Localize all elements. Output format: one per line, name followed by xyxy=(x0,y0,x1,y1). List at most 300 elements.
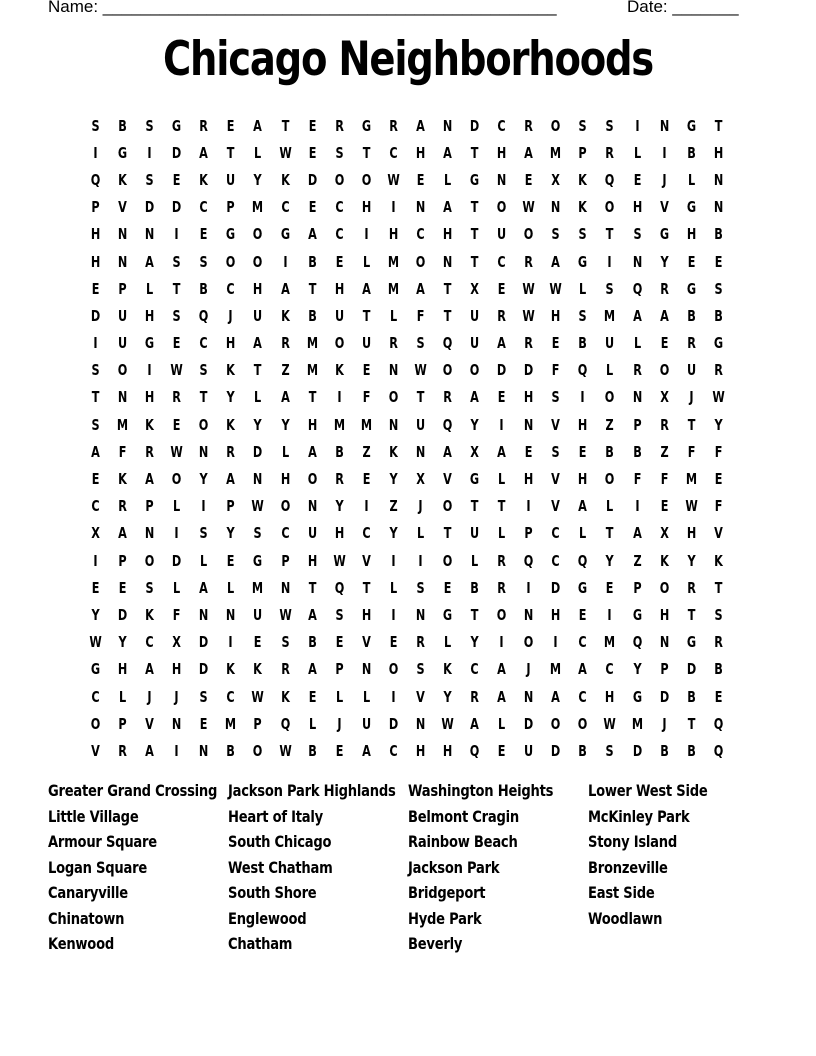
grid-letter: C xyxy=(199,198,208,217)
grid-letter: G xyxy=(686,116,696,135)
grid-letter: C xyxy=(578,687,588,706)
grid-letter: I xyxy=(228,633,234,652)
grid-letter: S xyxy=(199,687,208,706)
grid-letter: Q xyxy=(90,170,101,189)
grid-letter: R xyxy=(389,116,398,135)
grid-letter: I xyxy=(391,605,396,624)
grid-letter: T xyxy=(362,143,371,162)
grid-letter: K xyxy=(280,170,290,189)
grid-row xyxy=(82,520,732,547)
grid-letter: U xyxy=(361,714,371,733)
grid-letter: J xyxy=(662,714,667,733)
grid-letter: H xyxy=(117,660,128,679)
grid-letter: U xyxy=(470,524,480,543)
grid-letter: N xyxy=(226,605,236,624)
grid-letter: A xyxy=(443,442,452,461)
grid-letter: L xyxy=(281,442,289,461)
word-item: Bridgeport xyxy=(408,883,486,902)
grid-letter: Y xyxy=(633,660,642,679)
grid-letter: L xyxy=(606,361,614,380)
grid-row xyxy=(82,166,732,193)
grid-letter: F xyxy=(172,605,181,624)
grid-letter: J xyxy=(418,497,423,516)
grid-letter: G xyxy=(578,252,588,271)
grid-letter: S xyxy=(551,225,560,244)
grid-letter: M xyxy=(550,660,562,679)
grid-row xyxy=(82,601,732,628)
grid-letter: H xyxy=(334,279,344,298)
name-label: Name: ________________________________________________ xyxy=(48,0,557,16)
grid-letter: S xyxy=(91,361,100,380)
grid-letter: L xyxy=(335,687,343,706)
grid-letter: I xyxy=(499,633,504,652)
grid-letter: E xyxy=(714,687,723,706)
grid-letter: S xyxy=(578,116,587,135)
grid-letter: O xyxy=(253,741,263,760)
grid-letter: T xyxy=(91,388,100,407)
grid-letter: I xyxy=(174,225,179,244)
grid-letter: F xyxy=(714,497,723,516)
grid-letter: O xyxy=(524,225,534,244)
grid-letter: O xyxy=(659,361,669,380)
grid-letter: A xyxy=(307,225,317,244)
grid-letter: W xyxy=(712,388,725,407)
grid-letter: C xyxy=(226,279,236,298)
grid-letter: C xyxy=(199,334,208,353)
grid-letter: K xyxy=(145,605,155,624)
grid-letter: W xyxy=(549,279,563,298)
grid-letter: I xyxy=(553,633,558,652)
grid-letter: A xyxy=(361,279,371,298)
grid-letter: G xyxy=(280,225,290,244)
grid-letter: A xyxy=(361,741,371,760)
grid-letter: G xyxy=(686,279,696,298)
grid-letter: Y xyxy=(91,605,100,624)
grid-letter: K xyxy=(199,170,209,189)
grid-letter: K xyxy=(578,198,588,217)
grid-letter: A xyxy=(307,442,317,461)
grid-letter: B xyxy=(714,660,723,679)
grid-letter: N xyxy=(551,198,561,217)
grid-letter: N xyxy=(524,415,534,434)
grid-letter: G xyxy=(632,605,642,624)
grid-letter: Q xyxy=(334,578,345,597)
grid-letter: Y xyxy=(281,415,290,434)
word-column xyxy=(408,778,588,957)
grid-letter: N xyxy=(415,198,426,217)
grid-letter: I xyxy=(607,605,613,624)
word-item: South Shore xyxy=(228,883,317,902)
grid-letter: W xyxy=(685,497,698,516)
grid-letter: K xyxy=(145,415,155,434)
grid-letter: T xyxy=(443,279,452,298)
grid-letter: H xyxy=(226,334,236,353)
grid-letter: R xyxy=(713,361,723,380)
grid-letter: L xyxy=(498,470,506,489)
grid-letter: W xyxy=(603,714,617,733)
word-item: West Chatham xyxy=(228,857,333,877)
grid-letter: G xyxy=(686,633,696,652)
grid-letter: R xyxy=(605,143,615,162)
grid-letter: O xyxy=(442,497,453,516)
grid-letter: S xyxy=(605,116,615,135)
grid-letter: N xyxy=(117,225,128,244)
word-list xyxy=(48,778,788,957)
grid-letter: Q xyxy=(524,551,534,570)
word-item: Woodlawn xyxy=(588,908,663,928)
grid-letter: O xyxy=(578,714,588,733)
grid-letter: A xyxy=(416,116,425,135)
grid-letter: W xyxy=(89,633,102,652)
grid-letter: I xyxy=(93,143,98,162)
grid-letter: O xyxy=(605,470,615,489)
grid-letter: G xyxy=(90,660,101,679)
grid-letter: L xyxy=(119,687,127,706)
grid-letter: O xyxy=(307,470,317,489)
grid-letter: V xyxy=(361,551,371,570)
grid-letter: T xyxy=(443,524,452,543)
grid-letter: K xyxy=(659,551,669,570)
grid-letter: H xyxy=(713,143,724,162)
word-column xyxy=(228,778,408,957)
grid-letter: W xyxy=(278,605,292,624)
grid-letter: B xyxy=(632,442,642,461)
grid-letter: X xyxy=(470,442,479,461)
grid-letter: G xyxy=(632,687,642,706)
grid-letter: Y xyxy=(226,524,236,543)
grid-letter: E xyxy=(118,578,127,597)
grid-letter: H xyxy=(90,225,101,244)
grid-letter: R xyxy=(118,497,127,516)
word-column xyxy=(48,778,228,957)
grid-letter: U xyxy=(226,170,236,189)
grid-letter: B xyxy=(578,741,588,760)
grid-letter: A xyxy=(578,660,588,679)
grid-letter: Y xyxy=(470,633,479,652)
grid-letter: A xyxy=(497,687,507,706)
grid-letter: X xyxy=(659,388,669,407)
grid-row xyxy=(82,221,732,248)
grid-letter: G xyxy=(442,605,453,624)
grid-letter: A xyxy=(253,334,263,353)
grid-letter: L xyxy=(443,170,452,189)
word-item: Canaryville xyxy=(48,883,128,902)
grid-letter: T xyxy=(687,605,696,624)
grid-letter: E xyxy=(91,470,100,489)
grid-letter: H xyxy=(361,605,372,624)
grid-letter: R xyxy=(389,334,398,353)
word-item: Lower West Side xyxy=(588,781,708,800)
grid-letter: O xyxy=(253,252,263,271)
grid-letter: A xyxy=(199,143,209,162)
grid-letter: E xyxy=(362,470,371,489)
grid-letter: E xyxy=(227,551,235,570)
grid-letter: R xyxy=(145,442,155,461)
grid-letter: L xyxy=(579,279,587,298)
grid-letter: Q xyxy=(605,170,615,189)
grid-letter: O xyxy=(144,551,155,570)
grid-letter: C xyxy=(416,225,425,244)
grid-letter: E xyxy=(227,116,235,135)
grid-letter: I xyxy=(174,741,179,760)
grid-letter: D xyxy=(469,116,480,135)
grid-letter: O xyxy=(253,225,263,244)
grid-letter: C xyxy=(226,687,236,706)
grid-letter: O xyxy=(659,578,669,597)
grid-letter: K xyxy=(226,361,236,380)
grid-row xyxy=(82,683,732,710)
grid-letter: S xyxy=(335,605,344,624)
grid-letter: D xyxy=(145,198,155,217)
grid-letter: S xyxy=(172,306,181,325)
grid-letter: B xyxy=(470,578,479,597)
word-item: Chatham xyxy=(228,934,293,953)
grid-letter: W xyxy=(251,497,265,516)
grid-letter: A xyxy=(470,388,479,407)
grid-letter: Q xyxy=(713,741,724,760)
grid-letter: P xyxy=(524,524,533,543)
grid-letter: K xyxy=(226,660,236,679)
grid-letter: M xyxy=(306,361,318,380)
grid-letter: G xyxy=(172,116,182,135)
grid-letter: A xyxy=(91,442,100,461)
grid-letter: B xyxy=(199,279,209,298)
grid-letter: N xyxy=(713,170,724,189)
grid-letter: R xyxy=(713,633,723,652)
word-item: Bronzeville xyxy=(588,857,668,877)
grid-letter: L xyxy=(416,524,425,543)
grid-letter: U xyxy=(470,306,480,325)
grid-letter: H xyxy=(496,143,507,162)
grid-letter: A xyxy=(497,334,507,353)
grid-letter: B xyxy=(578,334,588,353)
grid-letter: R xyxy=(334,116,344,135)
grid-letter: H xyxy=(578,470,588,489)
grid-letter: I xyxy=(337,388,342,407)
grid-letter: L xyxy=(173,578,181,597)
grid-letter: D xyxy=(686,660,696,679)
grid-letter: P xyxy=(280,551,290,570)
grid-letter: I xyxy=(391,198,396,217)
grid-letter: M xyxy=(252,578,264,597)
grid-letter: O xyxy=(551,714,561,733)
grid-letter: R xyxy=(470,687,479,706)
grid-letter: W xyxy=(522,279,535,298)
grid-letter: P xyxy=(253,714,263,733)
grid-letter: R xyxy=(199,116,209,135)
grid-row xyxy=(82,438,732,465)
grid-letter: V xyxy=(91,741,100,760)
grid-letter: T xyxy=(308,279,317,298)
grid-letter: R xyxy=(497,578,507,597)
grid-letter: X xyxy=(551,170,561,189)
grid-letter: J xyxy=(228,306,234,325)
grid-letter: A xyxy=(470,714,479,733)
grid-letter: E xyxy=(200,714,208,733)
grid-letter: T xyxy=(470,497,479,516)
grid-letter: H xyxy=(253,279,263,298)
grid-letter: V xyxy=(659,198,669,217)
grid-letter: F xyxy=(118,442,127,461)
grid-letter: Q xyxy=(632,279,642,298)
grid-letter: T xyxy=(362,306,371,325)
grid-letter: B xyxy=(334,442,344,461)
grid-letter: T xyxy=(470,605,479,624)
grid-letter: U xyxy=(118,334,128,353)
grid-letter: W xyxy=(170,361,183,380)
grid-letter: O xyxy=(117,361,128,380)
grid-letter: P xyxy=(118,279,127,298)
grid-letter: U xyxy=(307,524,317,543)
grid-letter: A xyxy=(551,687,561,706)
grid-letter: O xyxy=(199,415,209,434)
grid-letter: O xyxy=(90,714,101,733)
grid-letter: B xyxy=(686,306,696,325)
grid-letter: R xyxy=(524,334,534,353)
grid-letter: Y xyxy=(443,687,452,706)
grid-letter: K xyxy=(389,442,398,461)
grid-letter: R xyxy=(659,415,669,434)
grid-letter: Z xyxy=(633,551,642,570)
grid-letter: C xyxy=(91,497,100,516)
grid-letter: V xyxy=(551,497,561,516)
grid-letter: A xyxy=(226,470,236,489)
word-item: Stony Island xyxy=(588,832,678,851)
grid-letter: G xyxy=(578,578,588,597)
grid-letter: E xyxy=(200,225,208,244)
grid-letter: I xyxy=(418,551,423,570)
grid-letter: I xyxy=(364,497,369,516)
grid-letter: C xyxy=(551,551,560,570)
grid-letter: B xyxy=(307,252,317,271)
grid-letter: Y xyxy=(605,551,615,570)
grid-letter: U xyxy=(470,334,480,353)
grid-letter: P xyxy=(632,578,642,597)
grid-letter: U xyxy=(253,306,263,325)
grid-letter: T xyxy=(687,415,696,434)
grid-letter: N xyxy=(307,497,317,516)
grid-letter: C xyxy=(362,524,371,543)
grid-letter: N xyxy=(524,605,534,624)
grid-letter: S xyxy=(605,279,615,298)
grid-letter: A xyxy=(416,279,425,298)
grid-letter: E xyxy=(308,116,317,135)
grid-row xyxy=(82,194,732,221)
grid-letter: S xyxy=(253,524,263,543)
grid-letter: O xyxy=(442,551,453,570)
grid-letter: V xyxy=(416,687,425,706)
grid-letter: O xyxy=(496,605,507,624)
grid-letter: B xyxy=(307,633,317,652)
grid-letter: Z xyxy=(281,361,290,380)
grid-letter: C xyxy=(335,198,344,217)
grid-letter: D xyxy=(199,633,209,652)
grid-letter: G xyxy=(659,225,669,244)
grid-letter: Y xyxy=(389,524,398,543)
grid-letter: J xyxy=(337,714,342,733)
grid-row xyxy=(82,275,732,302)
grid-letter: Y xyxy=(470,415,479,434)
grid-letter: E xyxy=(335,633,344,652)
grid-letter: M xyxy=(604,633,616,652)
grid-letter: L xyxy=(254,388,262,407)
grid-letter: A xyxy=(659,306,669,325)
grid-letter: P xyxy=(145,497,154,516)
grid-letter: D xyxy=(117,605,128,624)
grid-letter: Z xyxy=(389,497,398,516)
grid-letter: N xyxy=(713,198,724,217)
grid-letter: T xyxy=(308,388,317,407)
grid-letter: L xyxy=(498,714,506,733)
grid-letter: R xyxy=(497,551,507,570)
grid-letter: O xyxy=(442,361,453,380)
grid-letter: N xyxy=(442,252,453,271)
grid-letter: E xyxy=(606,578,614,597)
grid-letter: E xyxy=(335,252,344,271)
grid-letter: E xyxy=(443,578,452,597)
grid-letter: H xyxy=(307,551,317,570)
grid-letter: L xyxy=(362,687,370,706)
grid-letter: S xyxy=(199,524,208,543)
grid-letter: C xyxy=(497,252,506,271)
grid-letter: S xyxy=(633,225,642,244)
grid-letter: E xyxy=(91,279,100,298)
grid-letter: U xyxy=(524,741,534,760)
grid-letter: O xyxy=(415,252,426,271)
grid-letter: N xyxy=(172,714,182,733)
grid-letter: S xyxy=(714,605,723,624)
grid-letter: M xyxy=(360,415,372,434)
grid-letter: W xyxy=(251,687,265,706)
grid-letter: R xyxy=(118,741,127,760)
grid-letter: R xyxy=(280,660,290,679)
grid-letter: M xyxy=(225,714,237,733)
grid-letter: B xyxy=(226,741,236,760)
grid-letter: O xyxy=(551,116,561,135)
grid-letter: E xyxy=(660,497,669,516)
grid-letter: Y xyxy=(714,415,723,434)
grid-letter: D xyxy=(659,687,669,706)
grid-letter: A xyxy=(551,252,561,271)
grid-letter: A xyxy=(497,442,507,461)
grid-letter: N xyxy=(632,388,642,407)
grid-letter: C xyxy=(280,524,290,543)
grid-letter: O xyxy=(388,388,399,407)
grid-letter: L xyxy=(471,551,479,570)
grid-letter: E xyxy=(687,252,696,271)
grid-letter: T xyxy=(714,116,723,135)
grid-letter: T xyxy=(443,306,452,325)
grid-letter: Y xyxy=(118,633,127,652)
grid-letter: A xyxy=(280,279,290,298)
grid-letter: S xyxy=(91,415,100,434)
grid-letter: M xyxy=(117,415,129,434)
grid-letter: H xyxy=(524,470,534,489)
grid-letter: F xyxy=(552,361,560,380)
grid-letter: E xyxy=(714,470,723,489)
grid-letter: S xyxy=(578,225,587,244)
grid-letter: O xyxy=(388,660,399,679)
grid-letter: H xyxy=(172,660,182,679)
word-item: Washington Heights xyxy=(408,781,554,800)
grid-letter: I xyxy=(607,252,613,271)
grid-letter: H xyxy=(144,306,155,325)
grid-letter: E xyxy=(308,687,317,706)
word-item: Chinatown xyxy=(48,908,125,928)
grid-letter: D xyxy=(172,198,182,217)
grid-letter: H xyxy=(659,605,669,624)
grid-letter: G xyxy=(117,143,128,162)
